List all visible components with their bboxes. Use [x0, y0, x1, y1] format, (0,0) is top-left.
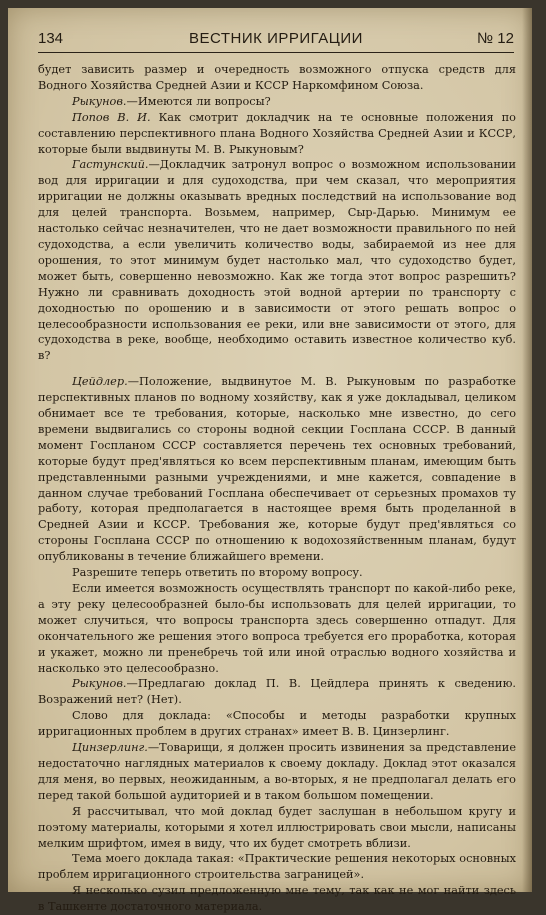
paragraph [38, 883, 516, 915]
paragraph [38, 94, 516, 110]
speaker-name: Рыкунов. [72, 677, 127, 691]
paragraph [38, 851, 516, 883]
paragraph [38, 804, 516, 852]
paragraph-text: —Предлагаю доклад П. В. Цейдлера принять к сведению. Возражений нет? (Нет). [38, 677, 516, 707]
paragraph-text: будет зависить размер и очередность возможного отпуска средств для Водного Хозяйства Средней Азии и КССР Наркомфином Союза. [38, 63, 516, 92]
speaker-name: Гастунский. [72, 158, 149, 172]
paragraph-text: Как смотрит докладчик на те основные положения по составлению перспективного плана Водного Хозяйства Средней Азии и КССР, которые были выдвинуты М. В. Рыкуновым? [38, 110, 516, 156]
speaker-name: Цейдлер. [72, 375, 128, 389]
paragraph-text: —Товарищи, я должен просить извинения за представление недостаточно наглядных материалов к своему докладу. Доклад этот оказался для меня, во первых, неожиданным, а во-вторых, я не предполагал делать его перед такой большой аудиторией и в таком большом помещении. [38, 741, 516, 802]
paragraph [38, 62, 516, 94]
paragraph-text: —Докладчик затронул вопрос о возможном использовании вод для ирригации и для судоходства, при чем сказал, что мероприятия ирригации не должны оказывать вредных последствий на использование вод для целей транспорта. Возьмем, например, Сыр-Дарью. Минимум ее настолько сейчас незначителен, что не дает возможности правильного по ней судоходства, а если увеличить количество воды, забираемой из нее для орошения, то этот минимум будет настолько мал, что судоходство будет, может быть, совершенно невозможно. Как же тогда этот вопрос разрешить? Нужно ли сравнивать доходность этой водной артерии по транспорту с доходностью по орошению и в зависимости от этого решать вопрос о целесообразности использования ее реки, или вне зависимости от этого, для судоходства в реке, вообще, необходимо оставить известное количество куб. в? [38, 158, 516, 363]
paragraph [38, 708, 516, 740]
paragraph-text: Я несколько сузил предложенную мне тему, так как не мог найти здесь в Ташкенте достаточного материала. [38, 884, 516, 914]
issue-number: № 12 [477, 30, 514, 47]
paragraph-text: Я рассчитывал, что мой доклад будет заслушан в небольшом кругу и поэтому материалы, которыми я хотел иллюстрировать свои мысли, написаны мелким шрифтом, имея в виду, что их будет смотреть вблизи. [38, 804, 516, 850]
paragraph-gap [38, 364, 516, 374]
paragraph [38, 676, 516, 708]
journal-title: ВЕСТНИК ИРРИГАЦИИ [189, 30, 363, 47]
paragraph [38, 157, 516, 364]
running-header [38, 30, 514, 53]
paragraph [38, 740, 516, 804]
paragraph-text: —Положение, выдвинутое М. В. Рыкуновым по разработке перспективных планов по водному хозяйству, как я уже докладывал, целиком обнимает все те требования, которые, насколько мне известно, до сего времени выдвигались со стороны водной секции Госплана СССР. В данный момент Госпланом СССР составляется перечень тех основных требований, которые будут пред'являться ко всем перспективным планам, имеющим быть представленными разными учреждениями, и мне кажется, совпадение в данном случае требований Госплана обеспечивает от серьезных промахов ту работу, которая предполагается в настоящее время быть проделанной в Средней Азии и КССР. Требования же, которые будут пред'являться со стороны Госплана СССР по отношению к водохозяйственным планам, будут опубликованы в течение ближайшего времени. [38, 375, 516, 564]
article-body [38, 62, 516, 915]
paragraph [38, 374, 516, 565]
speaker-name: Цинзерлинг. [72, 741, 148, 755]
document-page [8, 8, 532, 914]
page-edge-shadow [522, 8, 532, 892]
paragraph [38, 110, 516, 158]
paragraph-text: Если имеется возможность осуществлять транспорт по какой-либо реке, а эту реку целесообразней было-бы использовать для целей ирригации, то может случиться, что вопросы транспорта здесь совершенно отпадут. Для окончательного же решения этого вопроса требуется его проработка, которая и укажет, можно ли пренебречь той или иной отраслью водного хозяйства и насколько это целесообразно. [38, 582, 516, 675]
page-number: 134 [38, 30, 64, 47]
speaker-name: Попов В. И. [72, 110, 151, 124]
paragraph-text: —Имеются ли вопросы? [126, 94, 271, 108]
paragraph [38, 581, 516, 676]
speaker-name: Рыкунов. [72, 94, 127, 108]
paragraph-text: Разрешите теперь ответить по второму вопросу. [72, 566, 363, 580]
paragraph [38, 565, 516, 581]
paragraph-text: Тема моего доклада такая: «Практические решения некоторых основных проблем ирригационного строительства заграницей». [38, 852, 516, 882]
paragraph-text: Слово для доклада: «Способы и методы разработки крупных ирригационных проблем в других странах» имеет В. В. Цинзерлинг. [38, 709, 516, 739]
